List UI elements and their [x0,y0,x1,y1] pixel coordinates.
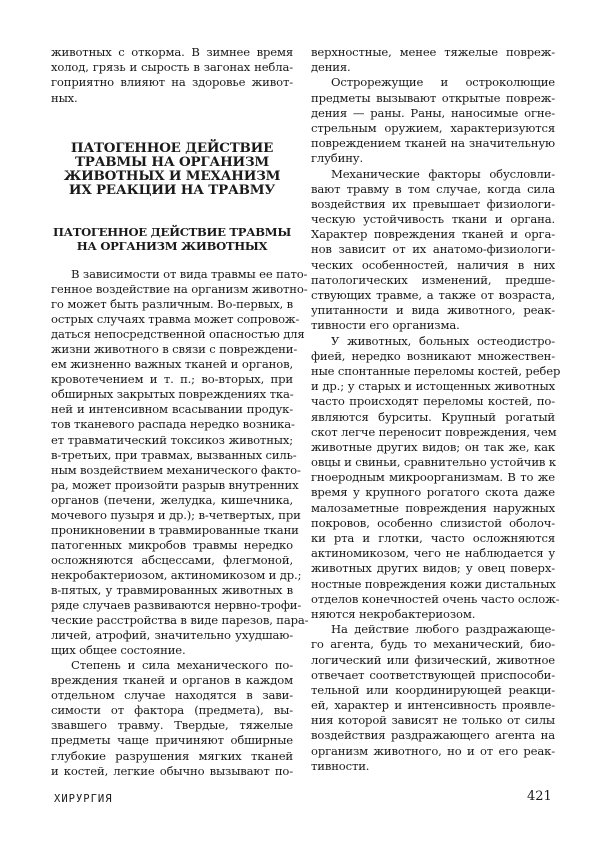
text-line: звавшего травму. Твердые, тяжелые [51,718,293,733]
text-line: ные спонтанные переломы костей, ребер [311,363,561,378]
text-line: организм животного, но и от его реак- [311,743,555,758]
text-line: ей, характер и интенсивность проявле- [311,698,555,713]
text-line: некробактериозом, актиномикозом и др.; [51,567,302,582]
text-line: патогенных микробов травмы нередко [51,537,293,552]
paragraph-start: Острорежущие и остроколющие [331,75,555,90]
text-line: го может быть различным. Во-первых, в [51,297,293,312]
section-heading [51,141,293,197]
text-line: тивности. [311,758,370,773]
text-line: няются некробактериозом. [311,606,476,621]
text-line: ческие расстройства в виде парезов, пара- [51,613,309,628]
text-line: в-пятых, у травмированных животных в [51,582,293,597]
text-line: ностные повреждения кожи дистальных [311,576,556,591]
text-line: нов зависит от их анатомо-физиологи- [311,242,555,257]
text-line: ния которой зависят не только от силы [311,713,555,728]
subsection-heading [51,226,293,253]
text-line: осложняются абсцессами, флегмоной, [51,552,293,567]
paragraph-start: У животных, больных остеодистро- [331,333,555,348]
text-line: животных с откорма. В зимнее время [51,45,293,59]
text-line: тивности его организма. [311,318,460,333]
text-line: мочевого пузыря и др.); в-четвертых, при [51,507,301,522]
text-line: животные других видов; он так же, как [311,439,555,454]
paragraph-start: Степень и сила механического по- [71,658,293,673]
text-line: обширных закрытых повреждениях тка- [51,387,294,402]
text-line: вреждения тканей и органов в каждом [51,673,293,688]
text-line: холод, грязь и сырость в загонах небла- [51,60,293,75]
paragraph-start: Механические факторы обусловли- [331,166,555,181]
text-line: ряде случаев развиваются нервно-трофи- [51,598,302,613]
text-line: актиномикозом, чего не наблюдается у [311,546,555,561]
text-line: фией, нередко возникают множествен- [311,348,555,363]
heading-line: ПАТОГЕННОЕ ДЕЙСТВИЕ ТРАВМЫ [53,225,291,239]
text-line: ных. [51,90,78,105]
text-line: органов (печени, желудка, кишечника, [51,492,293,507]
text-line: скот легче переносит повреждения, чем [311,424,557,439]
right-column [311,45,561,774]
heading-line: НА ОРГАНИЗМ ЖИВОТНЫХ [76,238,268,253]
text-line: овцы и свиньи, сравнительно устойчив к [311,455,556,470]
paragraph-start: На действие любого раздражающе- [331,622,555,637]
text-line: ра, может произойти разрыв внутренних [51,477,299,492]
heading-line: ПАТОГЕННОЕ ДЕЙСТВИЕ [70,140,274,156]
left-column-body [51,267,309,779]
text-line: ческую устойчивость ткани и органа. [311,212,555,227]
text-line: ствующих травме, а также от возраста, [311,288,555,302]
text-line: отделов конечностей очень часто ослож- [311,591,560,606]
text-line: глубину. [311,151,364,166]
text-line: генное воздействие на организм животно- [51,282,308,297]
text-line: ет травматический токсикоз животных; [51,432,293,447]
running-footer: ХИРУРГИЯ [54,793,113,805]
text-line: гоприятно влияют на здоровье живот- [51,75,293,90]
text-line: воздействия раздражающего агента на [311,728,555,743]
heading-line: ИХ РЕАКЦИИ НА ТРАВМУ [68,182,276,198]
text-line: стрельным оружием, характеризуются [311,120,555,135]
text-line: вают травму в том случае, когда сила [311,181,555,196]
text-line: тов тканевого распада нередко возника- [51,417,295,432]
text-line: тельной или координирующей реакци- [311,682,555,697]
text-line: и др.; у старых и истощенных животных [311,379,555,394]
text-line: отвечает соответствующей приспособи- [311,667,555,682]
text-line: упитанности и вида животного, реак- [311,303,555,318]
text-line: го агента, будь то механический, био- [311,637,555,652]
text-line: дения — раны. Раны, наносимые огне- [311,105,555,120]
left-column-intro [51,45,293,106]
text-line: глубокие разрушения мягких тканей [51,748,293,763]
text-line: и костей, легкие обычно вызывают по- [51,763,293,778]
text-line: ней и интенсивном всасывании продук- [51,402,293,417]
text-line: отдельном случае находятся в зави- [51,688,293,703]
paragraph-start: В зависимости от вида травмы ее пато- [71,267,308,281]
text-line: являются бурситы. Крупный рогатый [311,409,555,424]
text-line: предметы чаще причиняют обширные [51,733,293,748]
text-line: животных других видов; у овец поверх- [311,561,555,576]
heading-line: ЖИВОТНЫХ И МЕХАНИЗМ [63,168,281,184]
text-line: ческих особенностей, наличия в них [311,257,555,272]
text-line: личей, атрофий, значительно ухудшаю- [51,628,293,643]
text-line: Характер повреждения тканей и орга- [311,227,555,242]
text-line: кровотечением и т. п.; во-вторых, при [51,372,293,387]
text-line: предметы вызывают открытые повреж- [311,90,555,105]
text-line: повреждением тканей на значительную [311,136,555,151]
text-line: симости от фактора (предмета), вы- [51,703,293,718]
text-line: жизни животного в связи с повреждени- [51,342,298,357]
text-line: гноеродным микроорганизмам. В то же [311,470,555,485]
text-line: верхностные, менее тяжелые повреж- [311,45,555,59]
text-line: покровов, особенно слизистой оболоч- [311,515,555,530]
text-line: логический или физический, животное [311,652,555,667]
text-line: ем жизненно важных тканей и органов, [51,357,293,372]
text-line: часто происходят переломы костей, по- [311,394,555,409]
text-line: щих общее состояние. [51,643,186,658]
text-line: проникновении в травмированные ткани [51,522,299,537]
text-line: время у крупного рогатого скота даже [311,485,555,500]
text-line: патологических изменений, предше- [311,272,555,287]
text-line: в-третьих, при травмах, вызванных силь- [51,447,297,462]
text-line: даться непосредственной опасностью для [51,327,305,342]
text-line: воздействия их превышает физиологи- [311,196,555,211]
text-line: ки рта и глотки, часто осложняются [311,531,555,545]
text-line: малозаметные повреждения наружных [311,500,555,515]
text-line: острых случаях травма может сопровож- [51,312,300,327]
heading-line: ТРАВМЫ НА ОРГАНИЗМ [74,154,270,170]
text-line: ным воздействием механического факто- [51,462,301,477]
page-number: 421 [527,789,552,804]
text-line: дения. [311,60,351,75]
